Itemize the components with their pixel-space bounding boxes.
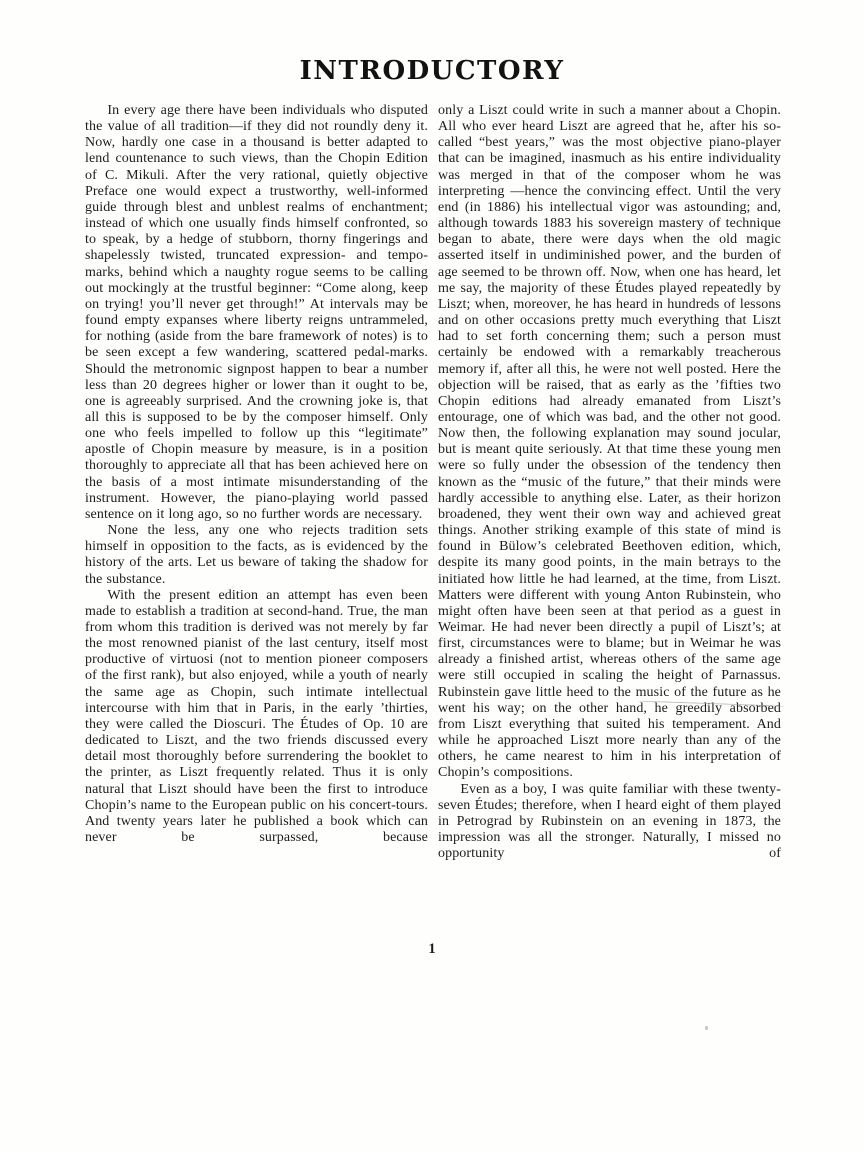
paragraph-left-2: None the less, any one who rejects tradition sets himself in opposition to the facts, as is evidenced by the history of the arts. Let us beware of taking the shadow for the substance. bbox=[85, 523, 428, 587]
paragraph-left-3: With the present edition an attempt has even been made to establish a tradition at second-hand. True, the man from whom this tradition is derived was not merely by far the most renowned pianist of the last century, itself most productive of virtuosi (not to mention pioneer composers of the first rank), but also enjoyed, while a youth of nearly the same age as Chopin, such intimate intellectual intercourse with him that in Paris, in the early ’thirties, they were called the Dioscuri. The Études of Op. 10 are dedicated to Liszt, and the two friends discussed every detail most thoroughly before surrendering the booklet to the printer, as Liszt frequently related. Thus it is only natural that Liszt should have been the first to introduce Chopin’s name to the European public on his concert-tours. And twenty years later he published a book which can never be surpassed, because bbox=[85, 587, 429, 846]
paragraph-right-2: Even as a boy, I was quite familiar with these twenty-seven Études; therefore, when I heard eight of them played in Petrograd by Rubinstein on an evening in 1873, the impression was all the stronger. Naturally, I missed no opportunity of bbox=[438, 781, 781, 862]
paragraph-right-1: only a Liszt could write in such a manner about a Chopin. All who ever heard Liszt are agreed that he, after his so-called “best years,” was the most objective piano-player that can be imagined, inasmuch as his entire individuality was merged in that of the composer whom he was interpreting —hence the convincing effect. Until the very end (in 1886) his intellectual vigor was astounding; and, although towards 1883 his sovereign mastery of technique began to abate, there were days when the old magic asserted itself in undiminished power, and the burden of age seemed to be thrown off. Now, when one has heard, let me say, the majority of these Études played repeatedly by Liszt; when, moreover, he has heard in hundreds of lessons and on other occasions pretty much everything that Liszt had to set forth concerning them; such a person must certainly be endowed with a remarkably treacherous memory if, after all this, he were not well posted. Here the objection will be raised, that as early as the ’fifties two Chopin editions had already emanated from Liszt’s entourage, one of which was bad, and the other not good. Now then, the following explanation may sound jocular, but is meant quite seriously. At that time these young men were so fully under the obsession of the tendency then known as the “music of the future,” that their minds were hardly accessible to anything else. Later, as their horizon broadened, they went their own way and achieved great things. Another striking example of this state of mind is found in Bülow’s celebrated Beethoven edition, which, despite its many good points, in the main betrays to the initiated how little he had learned, at the time, from Liszt. Matters were different with young Anton Rubinstein, who might often have been seen at that period as a guest in Weimar. He had never been directly a pupil of Liszt’s; at first, circumstances were to blame; but in Weimar he was already a finished artist, whereas others of the same age were still occupied in scaling the height of Parnassus. Rubinstein gave little heed to the music of the future as he went his way; on the other hand, he greedily absorbed from Liszt everything that suited his temperament. And while he approached Liszt more nearly than any of the others, he came nearest to him in his interpretation of Chopin’s compositions. bbox=[438, 103, 781, 781]
left-column bbox=[85, 103, 428, 862]
text-columns bbox=[85, 103, 781, 862]
page-number: 1 bbox=[428, 941, 436, 957]
right-column bbox=[438, 103, 781, 862]
page-title: INTRODUCTORY bbox=[299, 56, 565, 86]
scan-speck-artifact bbox=[705, 1026, 708, 1030]
paragraph-left-1: In every age there have been individuals who disputed the value of all tradition—if they did not roundly deny it. Now, hardly one case in a thousand is better adapted to lend countenance to such views, than the Chopin Edition of C. Mikuli. After the very rational, quietly objective Preface one would expect a trustworthy, well-informed guide through blest and unblest realms of enchantment; instead of which one usually finds himself confronted, so to speak, by a hedge of stubborn, thorny fingerings and shapelessly twisted, truncated expression- and tempo-marks, behind which a naughty rogue seems to be calling out mockingly at the trustful beginner: “Come along, keep on trying! you’ll never get through!” At intervals may be found empty expanses where liberty reigns untrammeled, for nothing (aside from the bare framework of notes) is to be seen except a few wandering, scattered pedal-marks. Should the metronomic signpost happen to bear a number less than 20 degrees higher or lower than it ought to be, one is agreeably surprised. And the crowning joke is, that all this is supposed to be by the composer himself. Only one who feels impelled to follow up this “legitimate” apostle of Chopin measure by measure, is in a position thoroughly to appreciate all that has been achieved here on the basis of a most intimate misunderstanding of the instrument. However, the piano-playing world passed sentence on it long ago, so no further words are necessary. bbox=[85, 103, 428, 522]
